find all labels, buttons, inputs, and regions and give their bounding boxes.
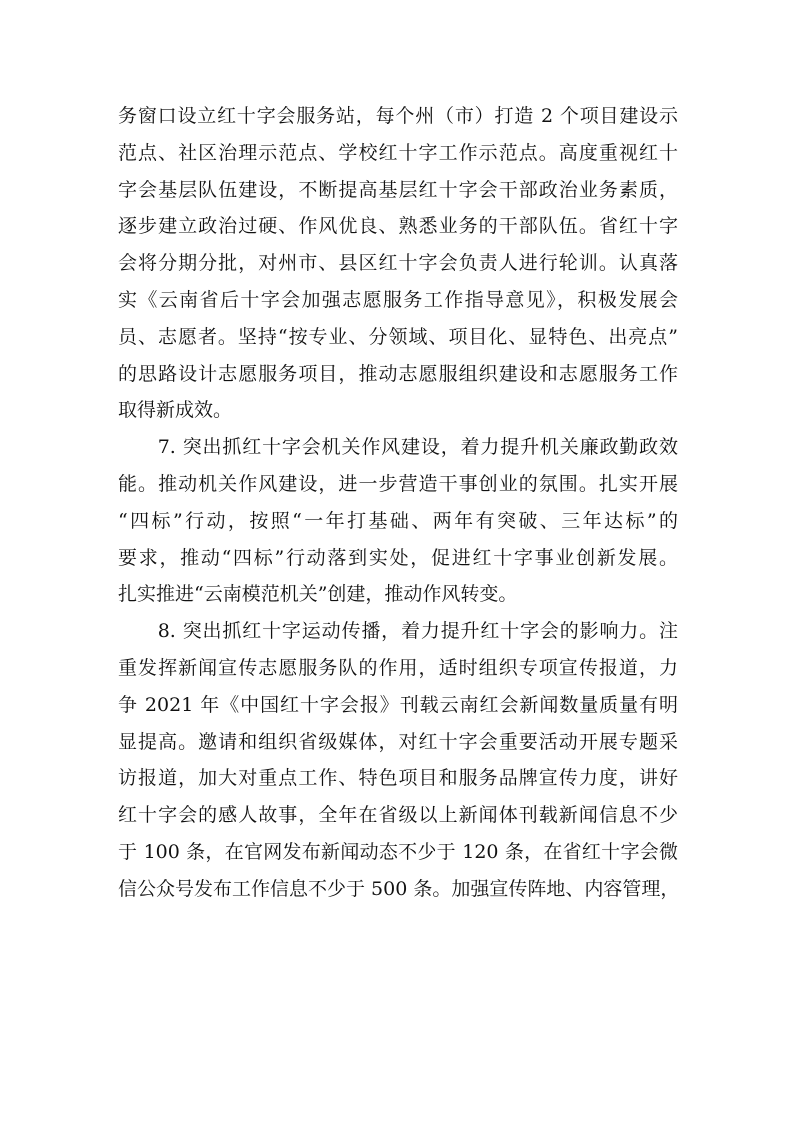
- text-line: 8. 突出抓红十字运动传播，着力提升红十字会的影响力。注: [118, 620, 678, 643]
- document-body: [118, 98, 678, 908]
- text-line: 员、志愿者。坚持“按专业、分领域、项目化、显特色、出亮点”: [118, 325, 678, 348]
- text-line: 重发挥新闻宣传志愿服务队的作用，适时组织专项宣传报道，力: [118, 656, 678, 679]
- text-line: 逐步建立政治过硬、作风优良、熟悉业务的干部队伍。省红十字: [118, 215, 678, 238]
- text-line: 红十字会的感人故事，全年在省级以上新闻体刊载新闻信息不少: [118, 804, 678, 827]
- text-line: 扎实推进“云南模范机关”创建，推动作风转变。: [118, 583, 518, 606]
- text-line: 争 2021 年《中国红十字会报》刊载云南红会新闻数量质量有明: [118, 693, 678, 716]
- text-line: 7. 突出抓红十字会机关作风建设，着力提升机关廉政勤政效: [118, 436, 678, 459]
- text-line: 字会基层队伍建设，不断提高基层红十字会干部政治业务素质，: [118, 178, 678, 201]
- text-line: 显提高。邀请和组织省级媒体，对红十字会重要活动开展专题采: [118, 730, 678, 753]
- text-line: 务窗口设立红十字会服务站，每个州（市）打造 2 个项目建设示: [118, 105, 678, 127]
- text-line: 实《云南省后十字会加强志愿服务工作指导意见》，积极发展会: [118, 288, 678, 311]
- text-line: 取得新成效。: [118, 399, 233, 422]
- text-line: 访报道，加大对重点工作、特色项目和服务品牌宣传力度，讲好: [118, 767, 678, 790]
- text-line: “四标”行动，按照“一年打基础、两年有突破、三年达标”的: [118, 509, 678, 532]
- text-line: 于 100 条，在官网发布新闻动态不少于 120 条，在省红十字会微: [118, 840, 678, 863]
- text-line: 信公众号发布工作信息不少于 500 条。加强宣传阵地、内容管理，: [118, 877, 680, 900]
- text-line: 能。推动机关作风建设，进一步营造干事创业的氛围。扎实开展: [118, 472, 678, 495]
- text-line: 要求，推动“四标”行动落到实处，促进红十字事业创新发展。: [118, 546, 678, 569]
- text-line: 会将分期分批，对州市、县区红十字会负责人进行轮训。认真落: [118, 252, 678, 275]
- text-line: 范点、社区治理示范点、学校红十字工作示范点。高度重视红十: [118, 141, 678, 164]
- text-line: 的思路设计志愿服务项目，推动志愿服组织建设和志愿服务工作: [118, 362, 678, 385]
